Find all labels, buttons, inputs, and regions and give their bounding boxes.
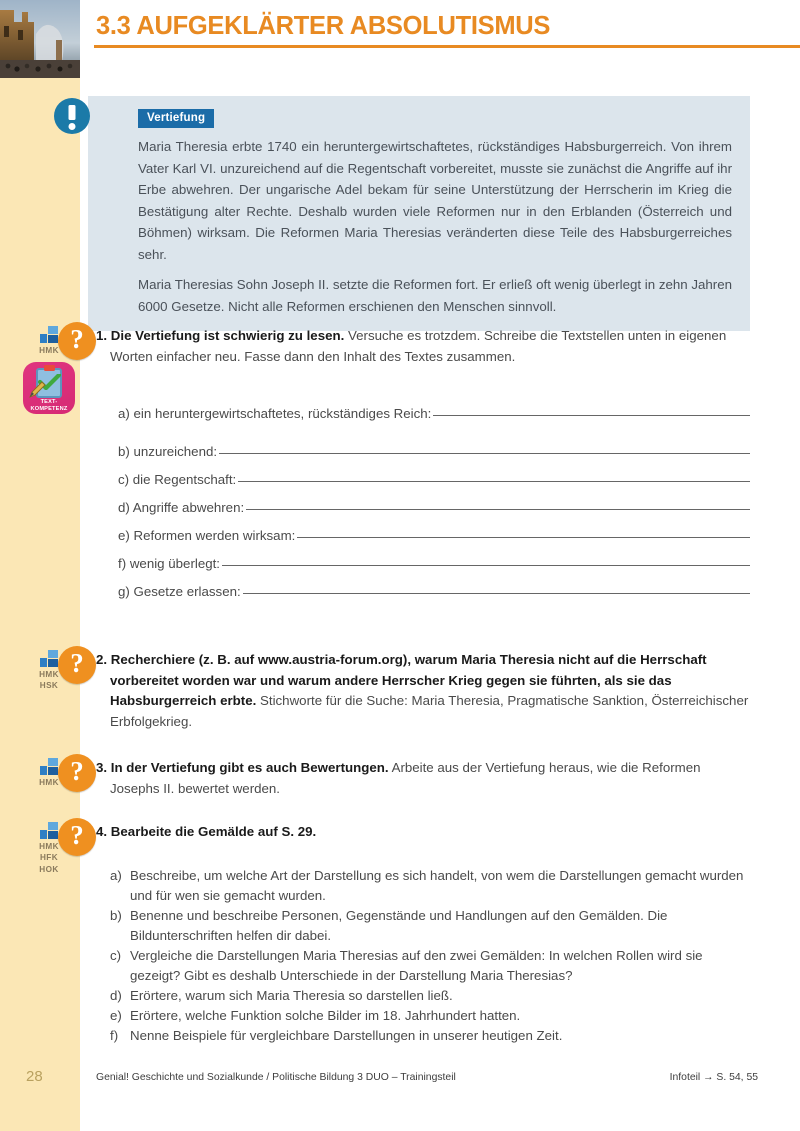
competence-blocks-icon (40, 758, 58, 775)
fill-row-d[interactable] (118, 500, 750, 515)
exercise-4-code-2: HFK (39, 853, 59, 863)
fill-label-f: f) wenig überlegt: (118, 556, 220, 571)
footer-reference: Infoteil → S. 54, 55 (669, 1072, 758, 1083)
fill-row-a[interactable] (118, 406, 750, 421)
clipboard-clip-icon (44, 365, 55, 371)
fill-label-g: g) Gesetze erlassen: (118, 584, 241, 599)
painting-task-d-marker: d) (110, 987, 122, 1003)
exercise-2-code-2: HSK (39, 681, 59, 691)
exercise-3-codes: HMK (39, 778, 59, 787)
vertiefung-section (88, 96, 750, 331)
exercise-2-code-1: HMK (39, 670, 59, 679)
exercise-4-lead: Bearbeite die Gemälde auf S. 29. (110, 824, 317, 839)
painting-task-a-text: Beschreibe, um welche Art der Darstellung es sich handelt, von wem die Darstellungen gemacht wurden und für wen sie gemacht wurden. (130, 868, 744, 903)
exercise-1-codes: HMK (39, 346, 59, 355)
exercise-3-text (96, 758, 750, 799)
painting-task-b-text: Benenne und beschreibe Personen, Gegenstände und Handlungen auf den Gemälden. Die Bildunterschriften helfen dir dabei. (130, 907, 668, 943)
exercise-3 (0, 758, 800, 799)
question-mark-icon-2 (58, 646, 96, 684)
painting-task-c-text: Vergleiche die Darstellungen Maria Theresias auf den zwei Gemälden: In welchen Rollen wird sie gezeigt? Gibt es deshalb Unterschiede in der Darstellung Maria Theresias? (130, 947, 703, 983)
exercise-1 (0, 324, 800, 412)
fill-row-a-continued[interactable] (118, 430, 750, 431)
exercise-4 (0, 820, 800, 874)
exercise-4-code-1: HMK (39, 842, 59, 851)
painting-task-a-marker: a) (110, 868, 122, 883)
question-mark-glyph-1: ? (70, 324, 84, 354)
exercise-2 (0, 650, 800, 732)
text-kompetenz-badge (23, 362, 75, 414)
competence-blocks-icon (40, 326, 58, 343)
exercise-3-number: 3. (96, 760, 108, 775)
fill-rule-d[interactable] (246, 509, 750, 510)
tk-line-2: KOMPETENZ (30, 405, 68, 412)
page-footer (0, 1068, 800, 1098)
painting-task-e-text: Erörtere, welche Funktion solche Bilder im 18. Jahrhundert hatten. (130, 1007, 521, 1023)
vertiefung-box (88, 96, 750, 331)
page-number: 28 (26, 1068, 43, 1085)
exercise-3-rest: Arbeite aus der Vertiefung heraus, wie die Reformen Josephs II. bewertet werden. (110, 760, 701, 796)
painting-task-f (110, 1026, 750, 1046)
competence-blocks-icon (40, 650, 58, 667)
painting-task-d (110, 986, 750, 1006)
fill-label-e: e) Reformen werden wirksam: (118, 528, 296, 543)
exclamation-icon (54, 98, 90, 134)
tk-line-1: TEXT- (40, 399, 58, 406)
fill-rule-c[interactable] (238, 481, 750, 482)
left-color-band (0, 0, 80, 1131)
page-header (0, 0, 800, 78)
fill-rule-g[interactable] (243, 593, 750, 594)
painting-task-b-marker: b) (110, 907, 122, 923)
exercise-3-lead: In der Vertiefung gibt es auch Bewertungen. (110, 760, 389, 775)
exercise-4-code-3: HOK (39, 864, 59, 874)
painting-task-b (110, 906, 750, 946)
fill-row-g[interactable] (118, 584, 750, 599)
painting-task-f-marker: f) (110, 1027, 119, 1043)
question-mark-icon-3 (58, 754, 96, 792)
exercise-1-text (96, 326, 750, 367)
question-mark-glyph-4: ? (70, 820, 84, 850)
fill-row-f[interactable] (118, 556, 750, 571)
fill-row-b[interactable] (118, 444, 750, 459)
exercise-4-text (96, 822, 750, 843)
vertiefung-paragraph-2: Maria Theresias Sohn Joseph II. setzte die Reformen fort. Er erließ oft wenig überlegt in zehn Jahren 6000 Gesetze. Nicht alle Reformen erschienen den Menschen sinnvoll. (138, 277, 732, 314)
question-mark-glyph-2: ? (70, 648, 84, 678)
painting-task-c (110, 946, 750, 986)
fill-label-a: a) ein heruntergewirtschaftetes, rückständiges Reich: (118, 406, 432, 421)
title-underline (94, 45, 800, 48)
fill-label-b: b) unzureichend: (118, 444, 218, 459)
competence-blocks-icon (40, 822, 58, 839)
fill-rule-a[interactable] (433, 415, 750, 416)
painting-task-list (110, 866, 750, 1045)
vertiefung-paragraph-1: Maria Theresia erbte 1740 ein heruntergewirtschaftetes, rückständiges Habsburgerreich. Von ihrem Vater Karl VI. unzureichend auf die Regentschaft vorbereitet, musste sie zunächst die Angriffe auf ihr Erbe abwehren. Der ungarische Adel bekam für seine Unterstützung der Herrscherin im Krieg die Bestätigung alter Rechte. Deshalb wurden viele Reformen nur in den Erblanden (Österreich und Böhmen) wirksam. Die Reformen Maria Theresias veränderten diese Teile des Habsburgerreiches sehr. (138, 139, 732, 262)
chapter-thumbnail-image (0, 0, 80, 78)
fill-rule-b[interactable] (219, 453, 750, 454)
fill-in-lines (118, 406, 750, 612)
question-mark-glyph-3: ? (70, 756, 84, 786)
fill-rule-e[interactable] (297, 537, 750, 538)
fill-label-d: d) Angriffe abwehren: (118, 500, 245, 515)
painting-task-f-text: Nenne Beispiele für vergleichbare Darstellungen in unserer heutigen Zeit. (130, 1027, 563, 1043)
exercise-2-text (96, 650, 750, 732)
painting-task-e-marker: e) (110, 1007, 122, 1023)
painting-task-c-marker: c) (110, 947, 122, 963)
painting-task-d-text: Erörtere, warum sich Maria Theresia so darstellen ließ. (130, 987, 453, 1003)
question-mark-icon-4 (58, 818, 96, 856)
exercise-2-rest: Stichworte für die Suche: Maria Theresia, Pragmatische Sanktion, Österreichischer Erbfolgekrieg. (110, 693, 749, 729)
exercise-2-lead: Recherchiere (z. B. auf www.austria-forum.org), warum Maria Theresia nicht auf die Herrschaft vorbereitet worden war und warum andere Herrscher Krieg gegen sie führten, als sie das Habsburgerreich erbte. (110, 652, 707, 709)
exercise-1-number: 1. (96, 328, 108, 343)
question-mark-icon-1 (58, 322, 96, 360)
exercise-2-number: 2. (96, 652, 108, 667)
footer-book-title: Genial! Geschichte und Sozialkunde / Politische Bildung 3 DUO – Trainingsteil (96, 1072, 456, 1083)
fill-label-c: c) die Regentschaft: (118, 472, 237, 487)
text-kompetenz-label (23, 399, 75, 412)
fill-row-e[interactable] (118, 528, 750, 543)
painting-task-a (110, 866, 750, 906)
fill-rule-f[interactable] (222, 565, 750, 566)
exercise-1-lead: Die Vertiefung ist schwierig zu lesen. (110, 328, 345, 343)
exercise-4-number: 4. (96, 824, 108, 839)
page-title: 3.3 AUFGEKLÄRTER ABSOLUTISMUS (96, 12, 551, 40)
painting-task-e (110, 1006, 750, 1026)
exercise-1-rest: Versuche es trotzdem. Schreibe die Textstellen unten in eigenen Worten einfacher neu. Fasse dann den Inhalt des Textes zusammen. (110, 328, 727, 364)
vertiefung-badge: Vertiefung (138, 109, 214, 128)
pencil-icon (28, 381, 46, 399)
fill-row-c[interactable] (118, 472, 750, 487)
